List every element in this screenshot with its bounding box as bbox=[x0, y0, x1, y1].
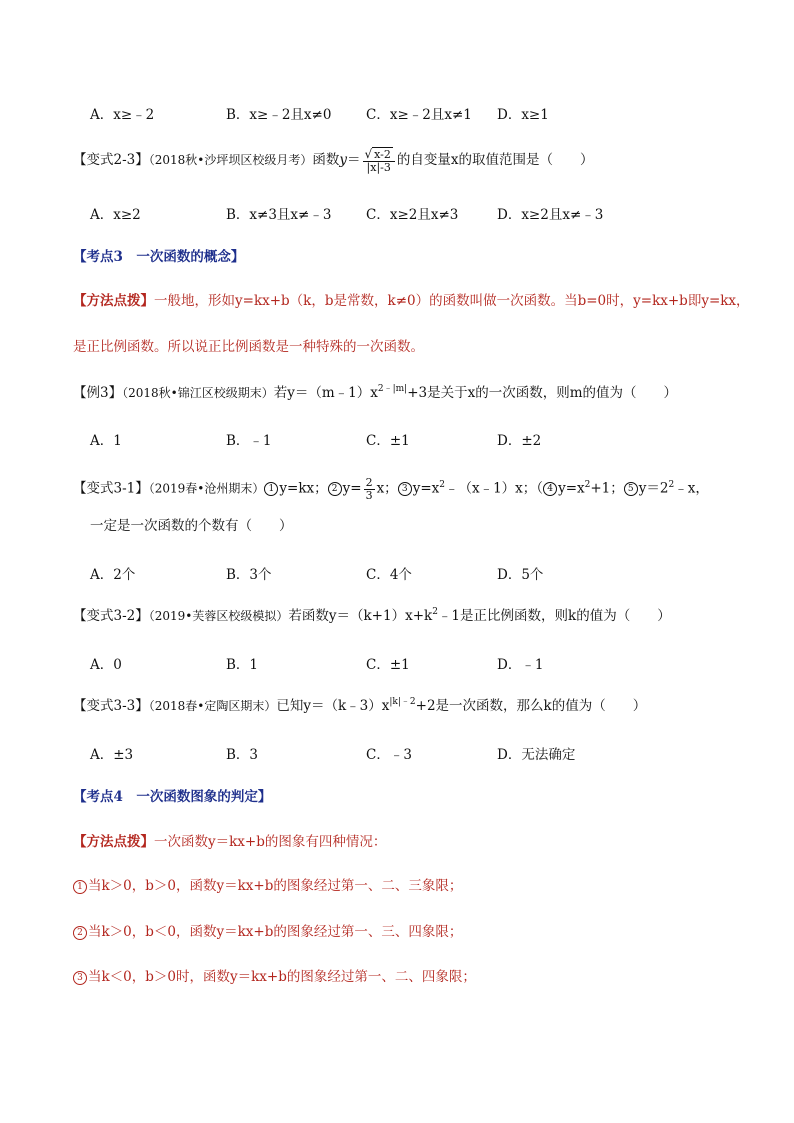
variant-3-3-question bbox=[73, 698, 646, 714]
equals-sign: ＝ bbox=[347, 152, 361, 169]
fraction-numerator: 2 bbox=[365, 476, 373, 489]
option-a: A．2个 bbox=[90, 567, 136, 583]
q22-option-a: A．x≥﹣2 bbox=[90, 107, 155, 123]
variant-3-2-question bbox=[73, 608, 671, 624]
radicand: x-2 bbox=[374, 148, 391, 161]
option-c: C．±1 bbox=[366, 433, 410, 449]
method-tip-4-item-1 bbox=[73, 878, 462, 894]
circled-number-2: 2 bbox=[328, 482, 342, 496]
variant-tag: 【变式3-3】 bbox=[73, 698, 149, 714]
option-a: A．±3 bbox=[90, 747, 134, 763]
fraction bbox=[364, 477, 375, 501]
question-source: （2019•芙蓉区校级模拟） bbox=[148, 609, 289, 623]
question-text: 已知y＝（k﹣3）x bbox=[276, 698, 390, 714]
variant-3-1-question bbox=[73, 477, 709, 501]
method-tip-tag: 【方法点拨】 bbox=[73, 834, 154, 850]
variant-tag: 【变式2-3】 bbox=[73, 152, 149, 169]
example-3-question bbox=[73, 385, 677, 401]
variant-3-1-question-line-2: 一定是一次函数的个数有（ ） bbox=[90, 518, 293, 534]
fraction-numerator bbox=[363, 148, 395, 162]
question-source: （2019春•沧州期末） bbox=[148, 481, 265, 496]
option-b: B．1 bbox=[226, 657, 259, 673]
option-a: A．x≥2 bbox=[90, 207, 141, 223]
item-1: y=kx； bbox=[279, 480, 328, 497]
variant-tag: 【变式3-2】 bbox=[73, 608, 149, 624]
option-b: B．3个 bbox=[226, 567, 272, 583]
q22-option-d: D．x≥1 bbox=[497, 107, 549, 123]
question-source: （2018春•定陶区期末） bbox=[148, 699, 277, 713]
circled-number-3: 3 bbox=[398, 482, 412, 496]
method-tip-text: 一次函数y＝kx+b的图象有四种情况： bbox=[154, 834, 387, 850]
exponent: 2﹣|m| bbox=[377, 384, 408, 394]
question-source: （2018秋•沙坪坝区校级月考） bbox=[148, 153, 313, 168]
option-d: D．﹣1 bbox=[497, 657, 544, 673]
item-4-lead: y=x bbox=[558, 480, 585, 497]
question-text: 若y＝（m﹣1）x bbox=[273, 385, 378, 401]
question-text-rest: 的自变量x的取值范围是（ ） bbox=[396, 152, 594, 169]
circled-number-3: 3 bbox=[73, 971, 87, 985]
q22-option-c: C．x≥﹣2且x≠1 bbox=[366, 107, 472, 123]
option-b: B．﹣1 bbox=[226, 433, 272, 449]
exponent: 2 bbox=[584, 479, 591, 490]
item-5-tail: ﹣x， bbox=[674, 480, 709, 497]
circled-number-2: 2 bbox=[73, 926, 87, 940]
var-y: y bbox=[339, 152, 348, 169]
item-4-tail: +1； bbox=[590, 480, 624, 497]
exponent: 2 bbox=[432, 607, 438, 617]
method-tip-item-text: 当k＞0，b＜0，函数y＝kx+b的图象经过第一、三、四象限； bbox=[88, 924, 463, 940]
method-tip-item-text: 当k＞0，b＞0，函数y＝kx+b的图象经过第一、二、三象限； bbox=[88, 878, 463, 894]
variant-2-3-question bbox=[73, 148, 594, 173]
item-3-lead: y=x bbox=[412, 480, 440, 497]
q22-option-b: B．x≥﹣2且x≠0 bbox=[226, 107, 332, 123]
sqrt-icon: √ bbox=[364, 147, 373, 161]
option-a: A．0 bbox=[90, 657, 122, 673]
option-c: C．x≥2且x≠3 bbox=[366, 207, 459, 223]
question-text: 函数 bbox=[312, 152, 340, 169]
option-c: C．4个 bbox=[366, 567, 412, 583]
circled-number-1: 1 bbox=[73, 880, 87, 894]
question-text-rest: +2是一次函数，那么k的值为（ ） bbox=[415, 698, 647, 714]
option-b: B．x≠3且x≠﹣3 bbox=[226, 207, 332, 223]
question-text: 若函数y＝（k+1）x+k bbox=[288, 608, 433, 624]
method-tip-text: 一般地，形如y=kx+b（k，b是常数，k≠0）的函数叫做一次函数。当b=0时，y=kx+b即y=kx， bbox=[154, 293, 750, 309]
circled-number-4: 4 bbox=[543, 482, 557, 496]
option-d: D．5个 bbox=[497, 567, 544, 583]
variant-tag: 【变式3-1】 bbox=[73, 480, 149, 497]
item-2-lead: y= bbox=[342, 480, 362, 497]
item-2-tail: x； bbox=[376, 480, 398, 497]
method-tip-item-text: 当k＜0，b＞0时，函数y＝kx+b的图象经过第一、二、四象限； bbox=[88, 969, 476, 985]
method-tip-4-item-2 bbox=[73, 924, 462, 940]
option-d: D．x≥2且x≠﹣3 bbox=[497, 207, 604, 223]
method-tip-tag: 【方法点拨】 bbox=[73, 293, 154, 309]
section-heading-3: 【考点3 一次函数的概念】 bbox=[73, 249, 245, 265]
exponent: 2 bbox=[668, 479, 675, 490]
option-d: D．无法确定 bbox=[497, 747, 576, 763]
option-a: A．1 bbox=[90, 433, 122, 449]
section-heading-4: 【考点4 一次函数图象的判定】 bbox=[73, 789, 272, 805]
fraction-denominator: |x|-3 bbox=[366, 160, 391, 174]
example-tag: 【例3】 bbox=[73, 385, 123, 401]
option-c: C．﹣3 bbox=[366, 747, 412, 763]
method-tip-3-line-2: 是正比例函数。所以说正比例函数是一种特殊的一次函数。 bbox=[73, 339, 424, 355]
circled-number-5: 5 bbox=[624, 482, 638, 496]
option-c: C．±1 bbox=[366, 657, 410, 673]
circled-number-1: 1 bbox=[264, 482, 278, 496]
exponent: 2 bbox=[439, 479, 445, 490]
method-tip-3-line-1 bbox=[73, 293, 750, 309]
method-tip-4-item-3 bbox=[73, 969, 476, 985]
fraction bbox=[363, 148, 395, 173]
question-text-rest: ﹣1是正比例函数，则k的值为（ ） bbox=[437, 608, 671, 624]
option-d: D．±2 bbox=[497, 433, 542, 449]
option-b: B．3 bbox=[226, 747, 259, 763]
method-tip-4-intro bbox=[73, 834, 386, 850]
exponent: |k|﹣2 bbox=[389, 697, 416, 707]
question-source: （2018秋•锦江区校级期末） bbox=[122, 386, 274, 400]
item-5-lead: y＝2 bbox=[638, 480, 669, 497]
fraction-denominator: 3 bbox=[365, 488, 373, 502]
question-text-rest: +3是关于x的一次函数，则m的值为（ ） bbox=[407, 385, 678, 401]
item-3-tail: ﹣（x﹣1）x；（ bbox=[444, 480, 544, 497]
